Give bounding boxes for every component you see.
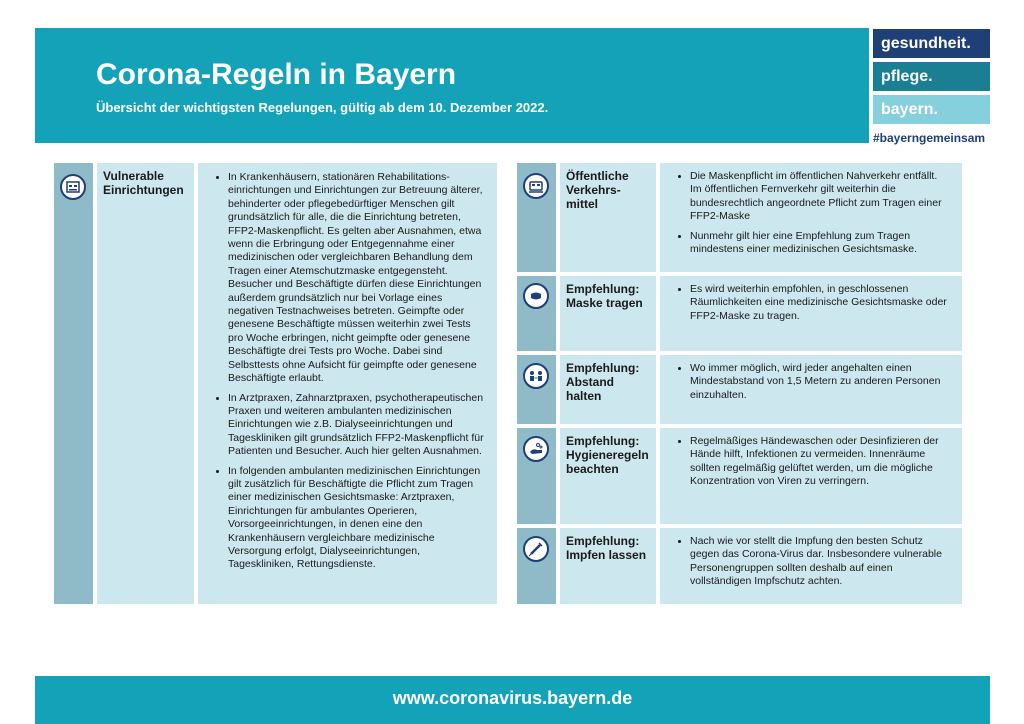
section-label: [560, 428, 656, 524]
section-label-text: Empfehlung: Hygieneregeln beachten: [566, 434, 649, 476]
hashtag: #bayerngemeinsam: [873, 131, 986, 145]
page-subtitle: Übersicht der wichtigsten Regelungen, gültig ab dem 10. Dezember 2022.: [96, 100, 549, 115]
section-label-text: Vulnerable Einrichtungen: [103, 169, 184, 197]
header-banner: [35, 28, 869, 143]
section-content: [660, 163, 962, 272]
section-label: [97, 163, 194, 604]
section-strip: [54, 163, 93, 604]
bullet-item: • Wo immer möglich, wird jeder angehalten einen Mindestabstand von 1,5 Metern zu anderen Personen einzuhalten.: [690, 362, 950, 402]
section-content: [660, 428, 962, 524]
section-label-text: Empfehlung: Abstand halten: [566, 361, 640, 403]
face-mask-icon: [523, 283, 549, 309]
logo-line-bayern: bayern.: [873, 95, 990, 124]
bullet-item: • Die Maskenpflicht im öffentlichen Nahverkehr entfällt. Im öffentlichen Fernverkehr gilt weiterhin die bundesrechtlich angeordnete Pflicht zum Tragen einer FFP2-Maske: [690, 170, 950, 224]
bullet-item: • Regelmäßiges Händewaschen oder Desinfizieren der Hände hilft, Infektionen zu vermeiden. Innenräume sollten regelmäßig gelüftet werden, um die mögliche Konzentration von Viren zu verringern.: [690, 435, 950, 489]
section-content: [660, 355, 962, 424]
footer-banner: [35, 676, 990, 724]
section-label: [560, 528, 656, 604]
section-label: [560, 276, 656, 351]
section-label-text: Empfehlung: Maske tragen: [566, 282, 643, 310]
section-content: [198, 163, 497, 604]
page-title: Corona-Regeln in Bayern: [96, 58, 457, 91]
bullet-item: • Nunmehr gilt hier eine Empfehlung zum Tragen mindestens einer medizinischen Gesichtsmaske.: [690, 230, 950, 257]
distance-icon: [523, 363, 549, 389]
bullet-item: • In Arztpraxen, Zahnarztpraxen, psychotherapeutischen Praxen und weiteren ambulanten medizinischen Einrichtungen wie z.B. Dialyseeinrichtungen und Tageskliniken gilt grundsätzlich FFP2-Maskenpflicht für Patienten und Besucher. Auch hier gelten Ausnahmen.: [228, 392, 485, 459]
hospital-bed-icon: [60, 174, 86, 200]
section-label-text: Öffentliche Verkehrs-mittel: [566, 169, 629, 211]
bullet-item: • In Krankenhäusern, stationären Rehabilitations-einrichtungen und Einrichtungen zur Betreuung älterer, behinderter oder pflegebedürftiger Menschen gilt grundsätzlich für alle, die die Einrichtung betreten, FFP2-Maskenpflicht. Es gelten aber Ausnahmen, etwa wenn die Erbringung oder Entgegennahme einer medizinischen oder vergleichbaren Behandlung dem Tragen einer Atemschutzmaske entgegensteht. Besucher und Beschäftigte dürfen diese Einrichtungen außerdem grundsätzlich nur bei Vorlage eines negativen Testnachweises betreten. Geimpfte oder genesene Beschäftigte müssen weiterhin zwei Tests pro Woche erbringen, nicht geimpfte oder genesene Beschäftigte drei Tests pro Woche. Dabei sind Selbsttests ohne Aufsicht für geimpfte oder genesene Beschäftigte erlaubt.: [228, 171, 485, 386]
section-content: [660, 528, 962, 604]
syringe-icon: [523, 536, 549, 562]
footer-url-link[interactable]: www.coronavirus.bayern.de: [392, 688, 633, 708]
bullet-item: • In folgenden ambulanten medizinischen Einrichtungen gilt zusätzlich für Beschäftigte die Pflicht zum Tragen einer medizinischen Gesichtsmaske: Arztpraxen, Einrichtungen für ambulantes Operieren, Vorsorgeeinrichtungen, in denen eine den Krankenhäusern vergleichbare medizinische Versorgung erfolgt, Dialyseeinrichtungen, Tageskliniken, Rettungsdienste.: [228, 465, 485, 572]
hand-wash-icon: [523, 436, 549, 462]
section-label: [560, 163, 656, 272]
section-label-text: Empfehlung: Impfen lassen: [566, 534, 647, 562]
logo-line-gesundheit: gesundheit.: [873, 29, 990, 58]
section-content: [660, 276, 962, 351]
logo-line-pflege: pflege.: [873, 62, 990, 91]
bullet-item: • Nach wie vor stellt die Impfung den besten Schutz gegen das Corona-Virus dar. Insbesondere vulnerable Personengruppen sollten deshalb auf einen vollständigen Impfschutz achten.: [690, 535, 950, 589]
section-label: [560, 355, 656, 424]
tram-icon: [523, 173, 549, 199]
bullet-item: • Es wird weiterhin empfohlen, in geschlossenen Räumlichkeiten eine medizinische Gesichtsmaske oder FFP2-Maske zu tragen.: [690, 283, 950, 323]
